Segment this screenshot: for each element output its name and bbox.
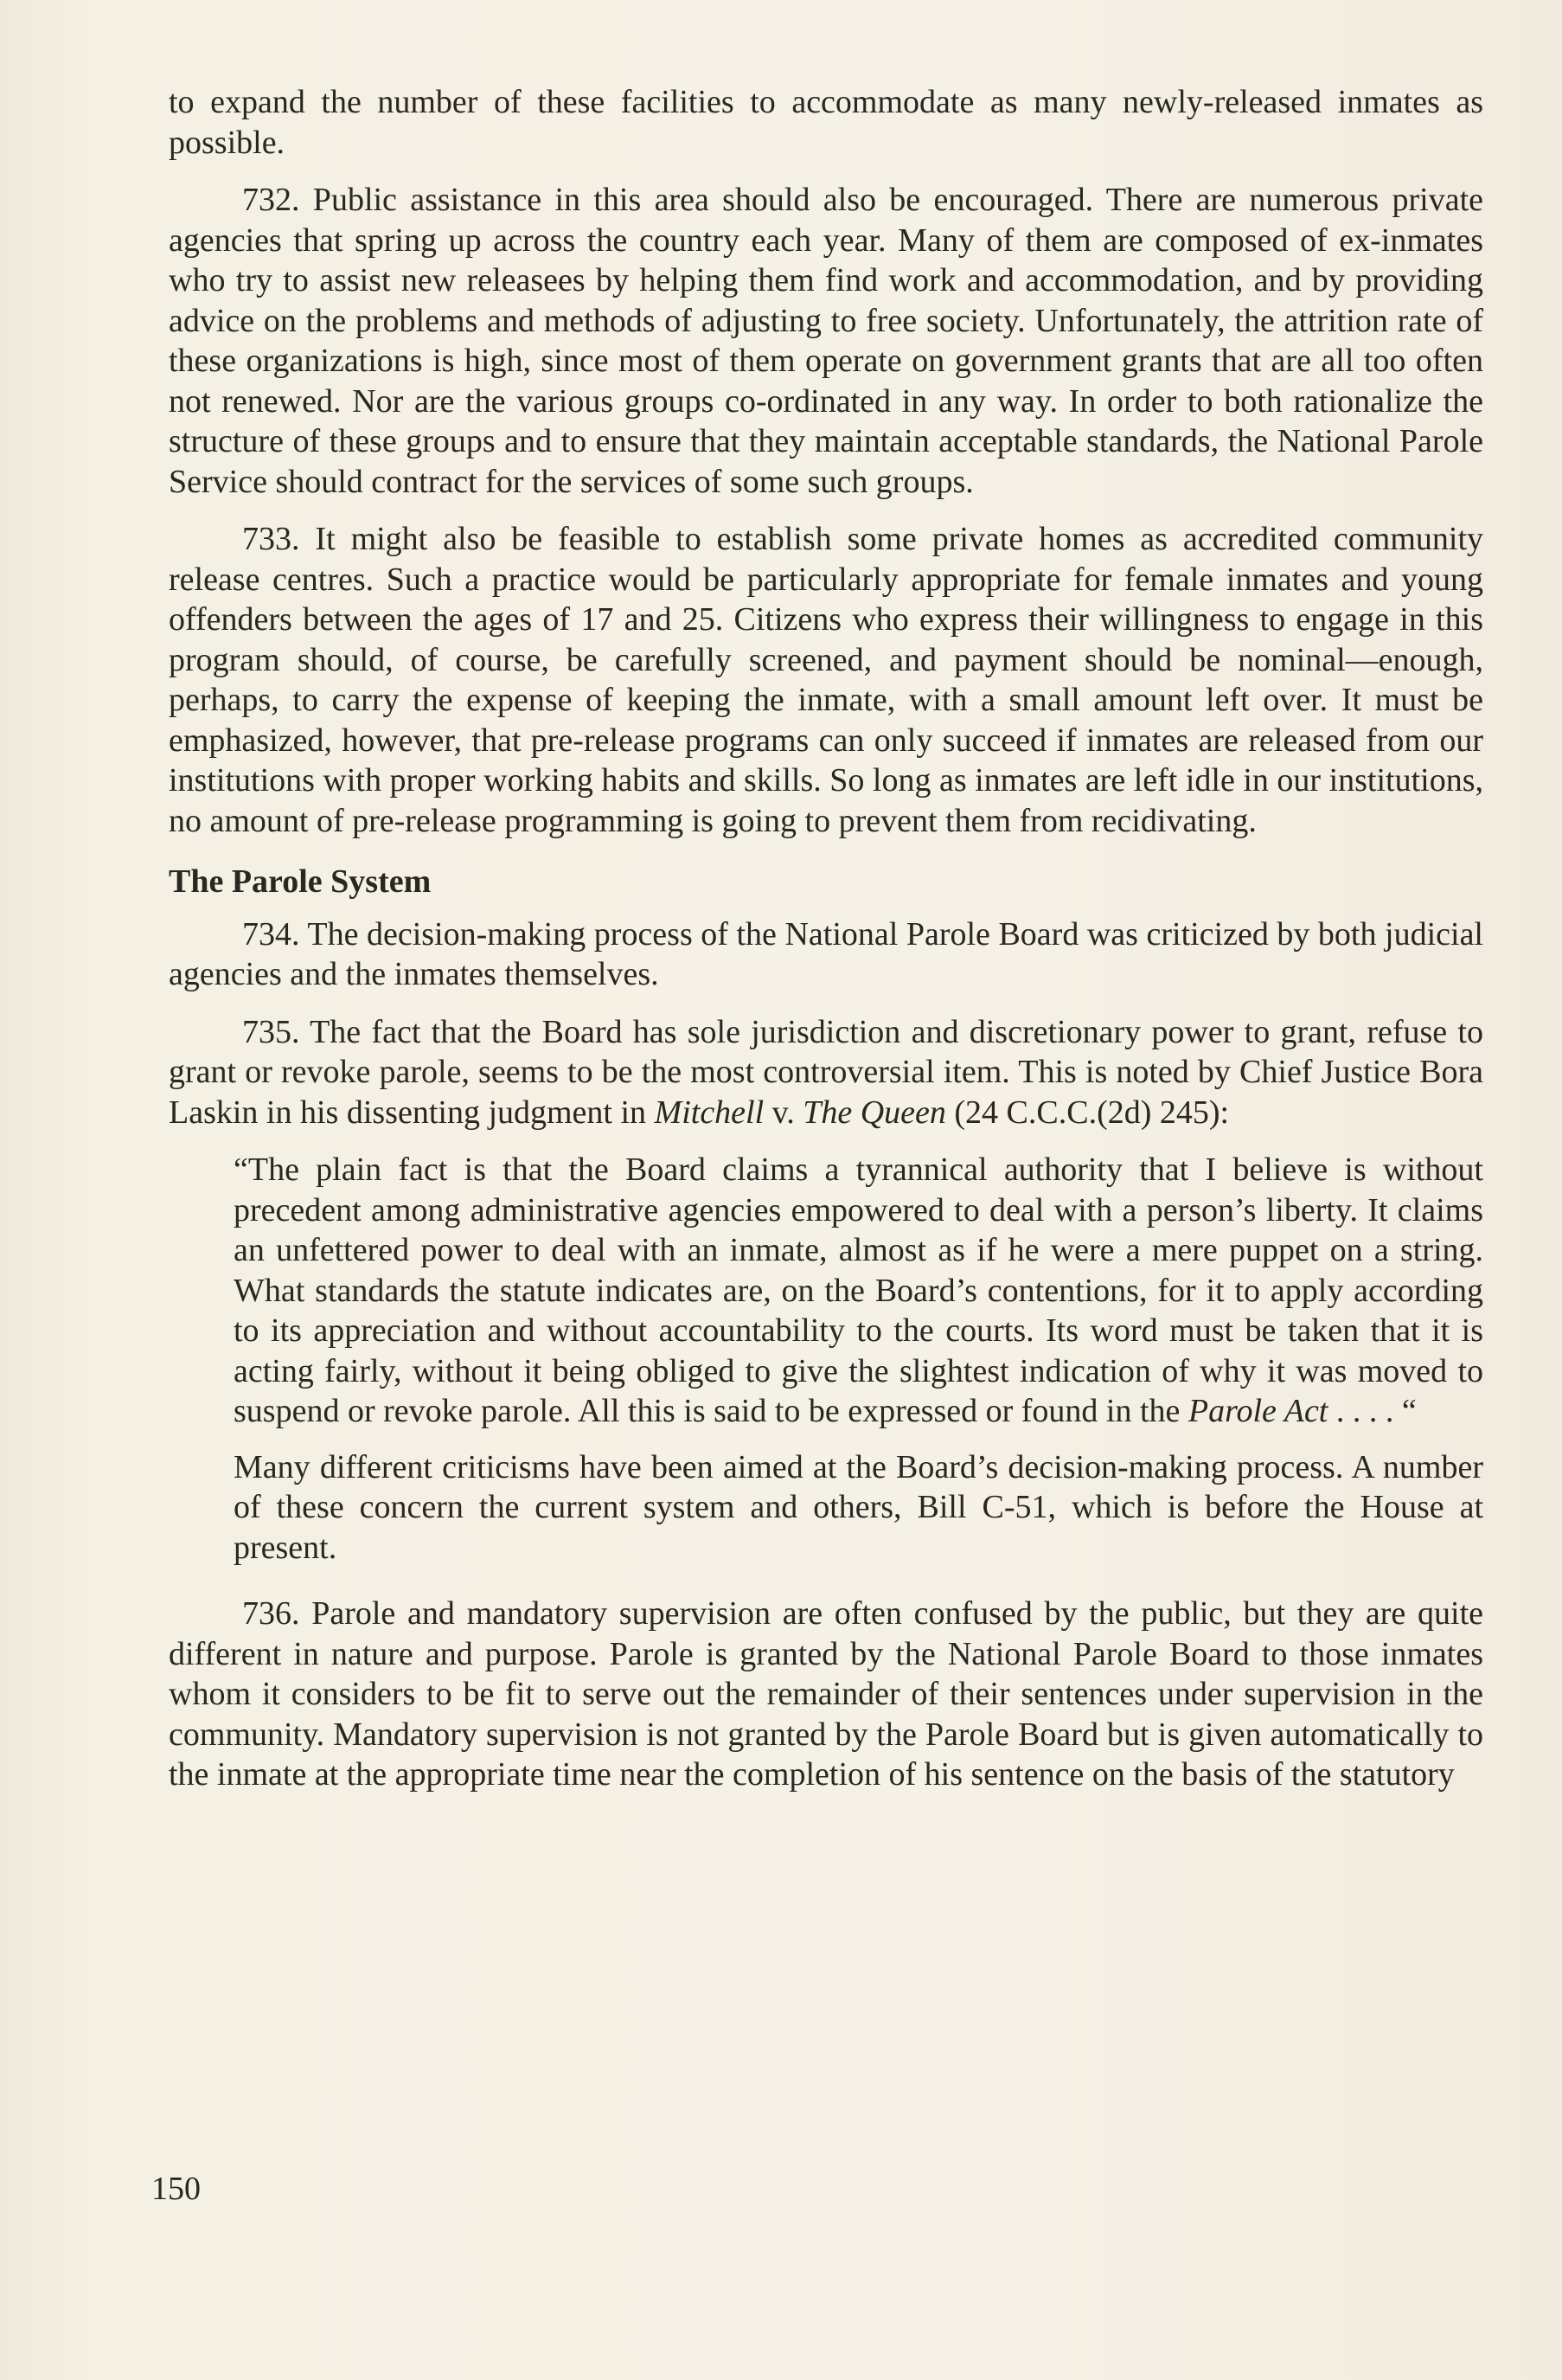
paragraph-733: 733. It might also be feasible to establish some private homes as accredited community release centres. Such a practice would be particularly appropriate for female inmates and young offenders between the ages of 17 and 25. Citizens who express their willingness to engage in this program should, of course, be carefully screened, and payment should be nominal—enough, perhaps, to carry the expense of keeping the inmate, with a small amount left over. It must be emphasized, however, that pre-release programs can only succeed if inmates are released from our institutions with proper working habits and skills. So long as inmates are left idle in our institutions, no amount of pre-release programming is going to prevent them from recidivating. (169, 521, 1483, 839)
paragraph-734: 734. The decision-making process of the National Parole Board was criticized by both judicial agencies and the inmates themselves. (169, 915, 1483, 992)
quotation-followup: Many different criticisms have been aimed at the Board’s decision-making process. A number of these concern the current system and others, Bill C-51, which is before the House at present. (234, 1448, 1483, 1566)
body-text (169, 82, 1483, 1795)
case-citation: (24 C.C.C.(2d) 245): (945, 1094, 1230, 1131)
section-heading: The Parole System (169, 863, 432, 900)
paragraph-735 (169, 1012, 1483, 1133)
paragraph-735-text: 735. The fact that the Board has sole jurisdiction and discretionary power to grant, refuse to grant or revoke parole, seems to be the most controversial item. This is noted by Chief Justice Bora Laskin in his dissenting judgment in (169, 1013, 1483, 1131)
paragraph-736: 736. Parole and mandatory supervision are often confused by the public, but they are quite different in nature and purpose. Parole is granted by the National Parole Board to those inmates whom it considers to be fit to serve out the remainder of their sentences under supervision in the community. Mandatory supervision is not granted by the Parole Board but is given automatically to the inmate at the appropriate time near the completion of his sentence on the basis of the statutory (169, 1595, 1483, 1793)
block-quote (234, 1150, 1483, 1568)
case-name-mitchell: Mitchell (654, 1094, 765, 1131)
page-number: 150 (151, 2171, 201, 2207)
case-name-queen: The Queen (803, 1094, 946, 1131)
case-versus: v. (764, 1094, 803, 1131)
paragraph-intro: to expand the number of these facilities to accommodate as many newly-released inmates as possible. (169, 84, 1483, 161)
quotation-text: “The plain fact is that the Board claims a tyrannical authority that I believe is without precedent among administrative agencies empowered to deal with a person’s liberty. It claims an unfettered power to deal with an inmate, almost as if he were a mere puppet on a string. What standards the statute indicates are, on the Board’s contentions, for it to apply according to its appreciation and without accountability to the courts. Its word must be taken that it is acting fairly, without it being obliged to give the slightest indication of why it was moved to suspend or revoke parole. All this is said to be expressed or found in the (234, 1152, 1483, 1429)
quotation (234, 1150, 1483, 1432)
quotation-end: . . . . “ (1328, 1393, 1417, 1429)
act-title: Parole Act (1188, 1393, 1328, 1429)
paragraph-732: 732. Public assistance in this area should also be encouraged. There are numerous private agencies that spring up across the country each year. Many of them are composed of ex-inmates who try to assist new releasees by helping them find work and accommodation, and by providing advice on the problems and methods of adjusting to free society. Unfortunately, the attrition rate of these organizations is high, since most of them operate on government grants that are all too often not renewed. Nor are the various groups co-ordinated in any way. In order to both rationalize the structure of these groups and to ensure that they maintain acceptable standards, the National Parole Service should contract for the services of some such groups. (169, 182, 1483, 500)
